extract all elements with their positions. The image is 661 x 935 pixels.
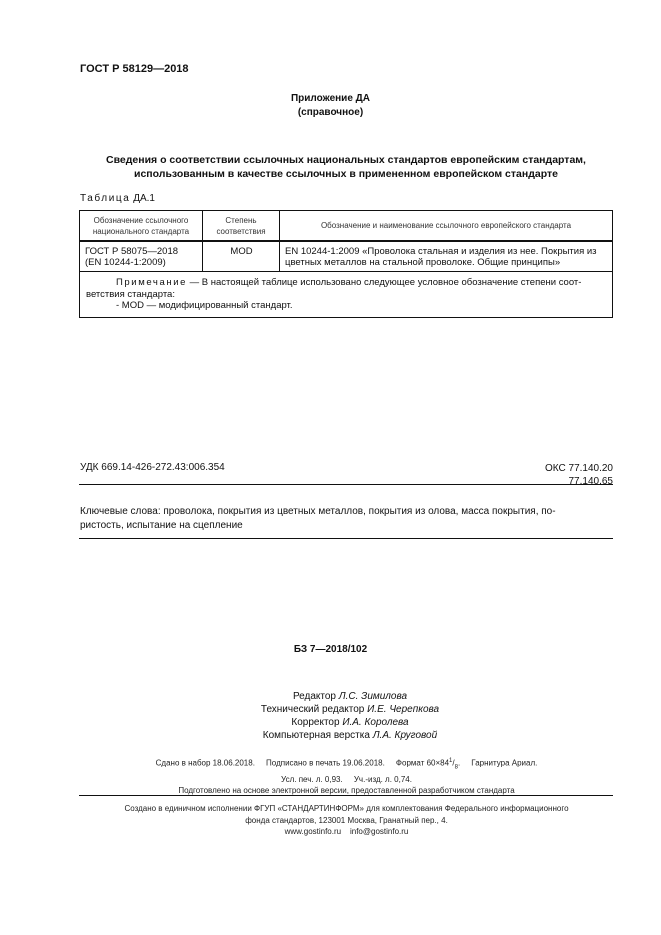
annex-subtitle: (справочное) — [297, 107, 364, 118]
editor-name: Л.С. Зимилова — [338, 691, 408, 702]
website-link[interactable]: www.gostinfo.ru — [284, 827, 342, 836]
note-text-1: — В настоящей таблице использовано следующее условное обозначение степени соот- — [187, 277, 582, 288]
national-standard-line-2: (EN 10244-1:2009) — [85, 257, 166, 268]
correspondence-table — [79, 210, 613, 318]
oks-line-1: ОКС 77.140.20 — [545, 463, 613, 474]
table-header-row — [80, 211, 613, 242]
tech-editor-name: И.Е. Черепкова — [367, 704, 440, 715]
table-label-prefix: Таблица — [80, 193, 131, 204]
format-sub: 8 — [454, 764, 458, 771]
table-note-row — [80, 272, 613, 318]
imprint-line-1: Сдано в набор 18.06.2018. Подписано в печать 19.06.2018. Формат $60\times 84^1/_8$. Гарнитура Ариал. — [155, 758, 538, 771]
layout-label: Компьютерная верстка — [262, 730, 370, 741]
divider-footer — [79, 795, 613, 796]
heading-line-1: Сведения о соответствии ссылочных национальных стандартов европейским стандартам, — [106, 154, 586, 166]
credit-editor — [200, 690, 500, 703]
standard-number: ГОСТ Р 58129—2018 — [80, 63, 189, 75]
email-link[interactable]: info@gostinfo.ru — [349, 827, 409, 836]
imprint-line-1-b: . Гарнитура Ариал. — [457, 758, 538, 768]
header-national-standard — [80, 211, 203, 242]
table-row — [80, 241, 613, 272]
keywords-line-2: ристость, испытание на сцепление — [80, 520, 243, 531]
european-standard-line-2: цветных металлов на стальной проволоке. Общие принципы» — [285, 257, 561, 268]
cell-national-standard — [80, 241, 203, 272]
header-degree — [203, 211, 280, 242]
corrector-name: И.А. Королева — [342, 717, 409, 728]
editor-label: Редактор — [292, 691, 336, 702]
table-note — [80, 272, 613, 318]
tech-editor-label: Технический редактор — [260, 704, 365, 715]
header-national-line-1: Обозначение ссылочного — [93, 215, 189, 225]
corrector-label: Корректор — [291, 717, 340, 728]
cell-degree — [203, 241, 280, 272]
degree-value: MOD — [230, 246, 253, 257]
oks-line-2: 77.140.65 — [568, 476, 613, 487]
divider-keywords — [79, 538, 613, 539]
heading-line-2: использованным в качестве ссылочных в примененном европейском стандарте — [134, 168, 558, 180]
note-line-3: - MOD — модифицированный стандарт. — [116, 300, 293, 311]
divider-top — [79, 484, 613, 485]
table-label — [80, 193, 155, 204]
footer — [80, 803, 613, 838]
annex-title: Приложение ДА — [290, 93, 371, 104]
european-standard-line-1: EN 10244-1:2009 «Проволока стальная и изделия из нее. Покрытия из — [285, 246, 597, 257]
footer-line-2: фонда стандартов, 123001 Москва, Гранатный пер., 4. — [245, 815, 448, 825]
footer-contacts — [80, 826, 613, 838]
national-standard-line-1: ГОСТ Р 58075—2018 — [85, 246, 179, 257]
credit-layout — [200, 729, 500, 742]
udk-code: УДК 669.14-426-272.43:006.354 — [80, 462, 225, 473]
note-label: Примечание — [116, 277, 187, 288]
table-label-id: ДА.1 — [133, 193, 155, 204]
note-line-2: ветствия стандарта: — [86, 288, 175, 300]
imprint — [80, 756, 613, 797]
credits — [200, 690, 500, 742]
header-european-standard: Обозначение и наименование ссылочного европейского стандарта — [280, 211, 613, 242]
footer-line-1: Создано в единичном исполнении ФГУП «СТАНДАРТИНФОРМ» для комплектования Федерального информационного — [124, 804, 569, 813]
bz-number: БЗ 7—2018/102 — [293, 644, 368, 655]
imprint-line-3: Подготовлено на основе электронной версии, предоставленной разработчиком стандарта — [178, 786, 515, 796]
credit-corrector — [200, 716, 500, 729]
header-degree-line-2: соответствия — [216, 226, 266, 236]
format-sup: 1 — [449, 758, 453, 764]
section-heading — [80, 153, 612, 181]
imprint-line-2: Усл. печ. л. 0,93. Уч.-изд. л. 0,74. — [281, 774, 412, 784]
layout-name: Л.А. Круговой — [372, 730, 438, 741]
cell-european-standard — [280, 241, 613, 272]
annex-header — [0, 92, 661, 120]
note-line-1 — [86, 277, 606, 289]
keywords-line-1: Ключевые слова: проволока, покрытия из цветных металлов, покрытия из олова, масса покрытия, по- — [80, 506, 556, 517]
keywords — [80, 505, 613, 533]
header-degree-line-1: Степень — [225, 215, 257, 225]
imprint-line-1-a: Сдано в набор 18.06.2018. Подписано в печать 19.06.2018. Формат 60×84 — [155, 758, 450, 768]
header-national-line-2: национального стандарта — [92, 226, 190, 236]
credit-tech-editor — [200, 703, 500, 716]
